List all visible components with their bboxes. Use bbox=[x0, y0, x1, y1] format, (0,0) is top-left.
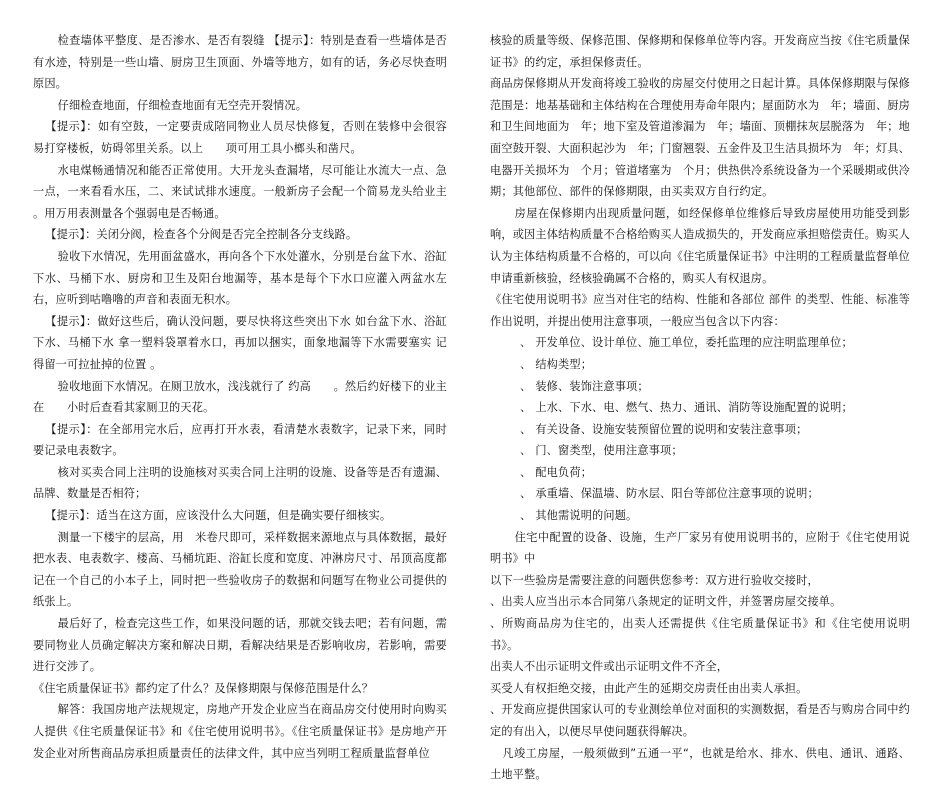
note-item-2: 、所购商品房为住宅的，出卖人还需提供《住宅质量保证书》和《住宅使用说明书》。 bbox=[490, 617, 910, 652]
drain-check-paragraph: 验收下水情况，先用面盆盛水，再向各个下水处灌水，分别是台盆下水、浴缸下水、马桶下水、厨房和卫生及阳台地漏等，基本是每个下水口应灌入两盆水左右，应听到咕噜噜的声音和表面无积水。 bbox=[33, 249, 447, 307]
continued-paragraph: 核验的质量等级、保修范围、保修期和保修单位等内容。开发商应当按《住宅质量保证书》的约定，承担保修责任。 bbox=[490, 34, 910, 69]
warranty-liability-paragraph: 房屋在保修期内出现质量问题，如经保修单位维修后导致房屋使用功能受到影响，或因主体结构质量不合格给购买人造成损失的，开发商应承担赔偿责任。购买人认为主体结构质量不合格的，可以向《住宅质量保证书》中注明的工程质量监督单位申请重新核验，经核验确属不合格的，购买人有权退房。 bbox=[490, 206, 910, 285]
warranty-period-paragraph: 商品房保修期从开发商将竣工验收的房屋交付使用之日起计算。具体保修期限与保修范围是：地基基础和主体结构在合理使用寿命年限内；屋面防水为 年；墙面、厨房和卫生间地面为 年；地下室及管道渗漏为 年；墙面、顶棚抹灰层脱落为 年；地面空鼓开裂、大面积起沙为 年；门窗翘裂、五金件及卫生洁具损坏为 年；灯具、电器开关损坏为 个月；管道堵塞为 个月；供热供冷系统设备为一个采暖期或供冷期；其他部位、部件的保修期限，由买卖双方自行约定。 bbox=[490, 77, 910, 199]
list-item: 、 门、窗类型，使用注意事项； bbox=[490, 440, 910, 462]
valve-tip-paragraph: 【提示】：关闭分阀，检查各个分阀是否完全控制各分支线路。 bbox=[45, 228, 358, 242]
note-item-3: 出卖人不出示证明文件或出示证明文件不齐全， bbox=[490, 660, 729, 674]
list-item: 、 有关设备、设施安装预留位置的说明和安装注意事项； bbox=[490, 419, 910, 441]
list-item: 、 其他需说明的问题。 bbox=[490, 505, 910, 527]
drain-tip-paragraph: 【提示】：做好这些后，确认没问题，要尽快将这些突出下水 如台盆下水、浴缸下水、马桶下水 拿一塑料袋罩着水口，再加以捆实，面象地漏等下水需要塞实 记得留一可拉扯掉的位置 。 bbox=[33, 314, 447, 371]
measure-paragraph: 测量一下楼宇的层高，用 米卷尺即可，采样数据来源地点与具体数据，最好把水表、电表数字、楼高、马桶坑距、浴缸长度和宽度、冲淋房尺寸、吊顶高度都记在一个自己的小本子上，同时把一些验收房子的数据和问题写在物业公司提供的纸张上。 bbox=[33, 530, 447, 609]
manual-intro-paragraph: 《住宅使用说明书》应当对住宅的结构、性能和各部位 部件 的类型、性能、标准等作出说明，并提出使用注意事项，一般应当包含以下内容： bbox=[490, 293, 910, 328]
contract-check-paragraph: 核对买卖合同上注明的设施核对买卖合同上注明的设施、设备等是否有遗漏、品牌、数量是否相符； bbox=[33, 465, 447, 501]
hollow-tip-paragraph: 【提示】：如有空鼓，一定要责成陪同物业人员尽快修复，否则在装修中会很容易打穿楼板，妨碍邻里关系。以上 项可用工具小榔头和凿尺。 bbox=[33, 120, 447, 155]
list-item: 、 装修、装饰注意事项； bbox=[490, 376, 910, 398]
note-item-4: 买受人有权拒绝交接，由此产生的延期交房责任由出卖人承担。 bbox=[490, 681, 808, 695]
utilities-paragraph: 水电煤畅通情况和能否正常使用。大开龙头查漏堵，尽可能让水流大一点、急一点，一来看看水压，二、来试试排水速度。一般新房子会配一个简易龙头给业主 。用万用表测量各个强弱电是否畅通。 bbox=[33, 163, 447, 220]
list-item: 、 上水、下水、电、燃气、热力、通讯、消防等设施配置的说明； bbox=[490, 397, 910, 419]
floor-check-paragraph: 仔细检查地面，仔细检查地面有无空壳开裂情况。 bbox=[57, 98, 308, 112]
question-heading: 《住宅质量保证书》都约定了什么？及保修期限与保修范围是什么？ bbox=[33, 681, 374, 695]
meter-tip-paragraph: 【提示】：在全部用完水后，应再打开水表，看清楚水表数字，记录下来，同时要记录电表数字。 bbox=[33, 422, 447, 458]
left-column bbox=[33, 30, 447, 764]
list-item: 、 配电负荷； bbox=[490, 462, 910, 484]
wall-check-paragraph: 检查墙体平整度、是否渗水、是否有裂缝 【提示】：特别是查看一些墙体是否有水迹，特别是一些山墙、厨房卫生顶面、外墙等地方，如有的话，务必尽快查明原因。 bbox=[33, 34, 447, 91]
note-item-1: 、出卖人应当出示本合同第八条规定的证明文件，并签署房屋交接单。 bbox=[490, 595, 842, 609]
list-item: 、 结构类型； bbox=[490, 354, 910, 376]
list-item: 、 承重墙、保温墙、防水层、阳台等部位注意事项的说明； bbox=[490, 483, 910, 505]
floor-drain-paragraph: 验收地面下水情况。在厕卫放水，浅浅就行了 约高 。然后约好楼下的业主在 小时后查看其家厕卫的天花。 bbox=[33, 379, 447, 415]
final-paragraph: 最后好了，检查完这些工作，如果没问题的话，那就交钱去吧；若有问题，需要同物业人员确定解决方案和解决日期，看解决结果是否影响收房，若影响，需要进行交涉了。 bbox=[33, 617, 447, 674]
equipment-manual-paragraph: 住宅中配置的设备、设施，生产厂家另有使用说明书的，应附于《住宅使用说明书》中 bbox=[490, 530, 910, 566]
right-column bbox=[490, 30, 910, 786]
list-item: 、 开发单位、设计单位、施工单位，委托监理的应注明监理单位； bbox=[490, 332, 910, 354]
notes-intro-paragraph: 以下一些验房是需要注意的问题供您参考：双方进行验收交接时， bbox=[490, 573, 819, 587]
answer-paragraph: 解答：我国房地产法规规定，房地产开发企业应当在商品房交付使用时向购买人提供《住宅质量保证书》和《住宅使用说明书》。《住宅质量保证书》是房地产开发企业对所售商品房承担质量责任的法律文件，其中应当列明工程质量监督单位 bbox=[33, 703, 447, 760]
contract-tip-paragraph: 【提示】：适当在这方面，应该没什么大问题，但是确实要仔细核实。 bbox=[45, 509, 392, 523]
five-connections-paragraph: 凡竣工房屋，一般须做到”五通一平“，也就是给水、排水、供电、通讯、通路、土地平整。 bbox=[490, 746, 910, 782]
note-item-5: 、开发商应提供国家认可的专业测绘单位对面积的实测数据，看是否与购房合同中约定的有出入，以便尽早使问题获得解决。 bbox=[490, 703, 910, 738]
